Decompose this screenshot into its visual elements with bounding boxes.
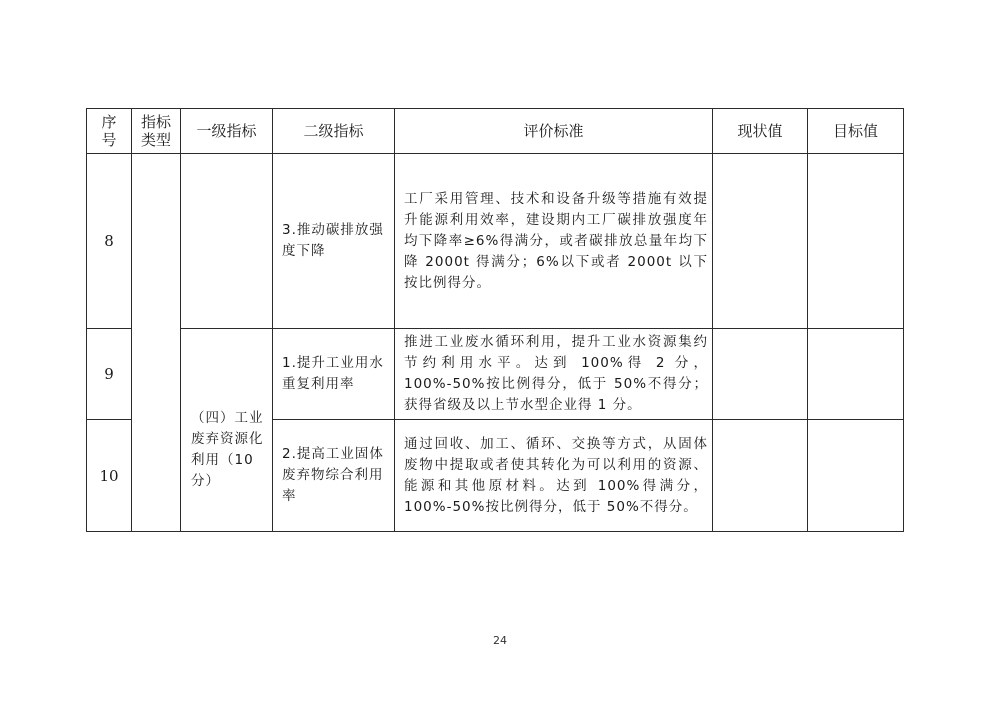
row-seq: 8: [87, 154, 132, 329]
row-current-value: [713, 154, 808, 329]
page-number: 24: [493, 634, 507, 647]
table-header-row: [87, 109, 904, 154]
header-type: 指标类型: [132, 109, 181, 154]
table-row: [87, 154, 904, 329]
header-target: 目标值: [808, 109, 904, 154]
row-seq: 9: [87, 329, 132, 420]
level1-cell: [181, 329, 273, 532]
header-criteria: 评价标准: [395, 109, 713, 154]
header-level2: 二级指标: [273, 109, 395, 154]
row-level2: 1.提升工业用水重复利用率: [273, 329, 395, 420]
row-current-value: [713, 420, 808, 532]
row-seq: 10: [87, 420, 132, 532]
row-current-value: [713, 329, 808, 420]
type-cell: [132, 154, 181, 532]
row-target-value: [808, 154, 904, 329]
header-current: 现状值: [713, 109, 808, 154]
row-target-value: [808, 420, 904, 532]
level1-cell-empty: [181, 154, 273, 329]
row-level2: 3.推动碳排放强度下降: [273, 154, 395, 329]
row-criteria: 推进工业废水循环利用，提升工业水资源集约节约利用水平。达到 100%得 2 分，100%-50%按比例得分，低于 50%不得分；获得省级及以上节水型企业得 1 分。: [395, 329, 713, 420]
indicator-table: [86, 108, 904, 532]
header-level1: 一级指标: [181, 109, 273, 154]
row-target-value: [808, 329, 904, 420]
row-level2: 2.提高工业固体废弃物综合利用率: [273, 420, 395, 532]
row-criteria: 通过回收、加工、循环、交换等方式，从固体废物中提取或者使其转化为可以利用的资源、能源和其他原材料。达到 100%得满分，100%-50%按比例得分，低于 50%不得分。: [395, 420, 713, 532]
header-seq: 序号: [87, 109, 132, 154]
row-criteria: 工厂采用管理、技术和设备升级等措施有效提升能源利用效率，建设期内工厂碳排放强度年均下降率≥6%得满分，或者碳排放总量年均下降 2000t 得满分；6%以下或者 2000t 以下按比例得分。: [395, 154, 713, 329]
table-row: [87, 329, 904, 420]
level1-group-label: （四）工业废弃资源化利用（10分）: [191, 410, 264, 489]
